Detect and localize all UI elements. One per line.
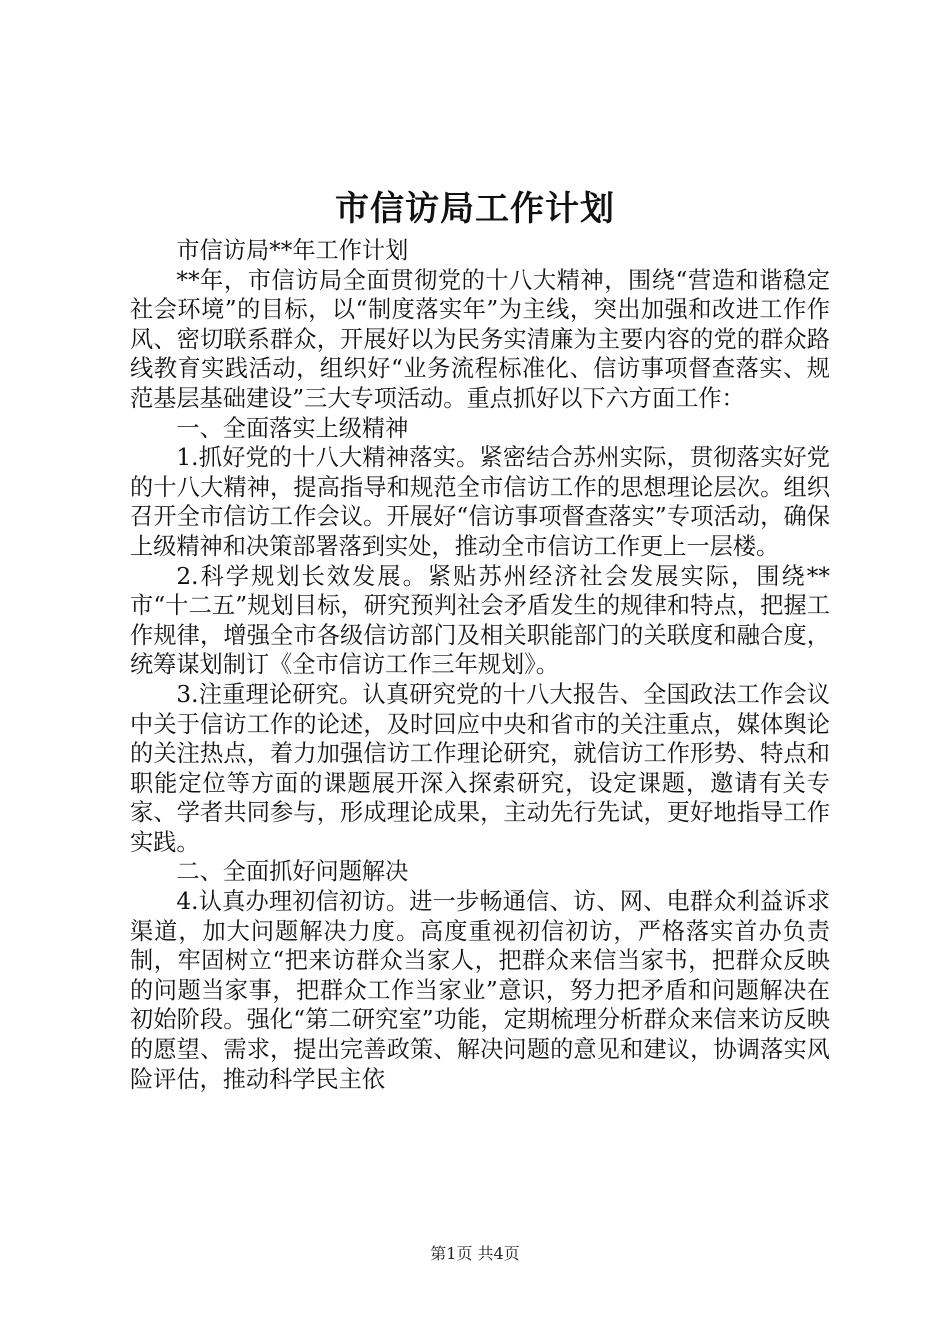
paragraph-item-3: 3.注重理论研究。认真研究党的十八大报告、全国政法工作会议中关于信访工作的论述，及时回应中央和省市的关注重点，媒体舆论的关注热点，着力加强信访工作理论研究，就信访工作形势、特点和职能定位等方面的课题展开深入探索研究，设定课题，邀请有关专家、学者共同参与，形成理论成果，主动先行先试，更好地指导工作实践。 [130, 680, 830, 856]
document-title: 市信访局工作计划 [335, 189, 615, 229]
document-body [130, 236, 830, 1094]
paragraph-item-4: 4.认真办理初信初访。进一步畅通信、访、网、电群众利益诉求渠道，加大问题解决力度。高度重视初信初访，严格落实首办负责制，牢固树立“把来访群众当家人，把群众来信当家书，把群众反映的问题当家事，把群众工作当家业”意识，努力把矛盾和问题解决在初始阶段。强化“第二研究室”功能，定期梳理分析群众来信来访反映的愿望、需求，提出完善政策、解决问题的意见和建议，协调落实风险评估，推动科学民主依 [130, 888, 830, 1093]
paragraph-intro: **年，市信访局全面贯彻党的十八大精神，围绕“营造和谐稳定社会环境”的目标，以“制度落实年”为主线，突出加强和改进工作作风、密切联系群众，开展好以为民务实清廉为主要内容的党的群众路线教育实践活动，组织好“业务流程标准化、信访事项督查落实、规范基层基础建设”三大专项活动。重点抓好以下六方面工作： [130, 266, 830, 412]
paragraph-item-1: 1.抓好党的十八大精神落实。紧密结合苏州实际，贯彻落实好党的十八大精神，提高指导和规范全市信访工作的思想理论层次。组织召开全市信访工作会议。开展好“信访事项督查落实”专项活动，确保上级精神和决策部署落到实处，推动全市信访工作更上一层楼。 [130, 444, 830, 560]
page-number-footer: 第1页 共4页 [430, 1244, 520, 1263]
section-heading-2: 二、全面抓好问题解决 [176, 858, 409, 886]
paragraph-plan-heading: 市信访局**年工作计划 [176, 237, 409, 264]
section-heading-1: 一、全面落实上级精神 [176, 414, 409, 442]
paragraph-item-2: 2.科学规划长效发展。紧贴苏州经济社会发展实际，围绕**市“十二五”规划目标，研究预判社会矛盾发生的规律和特点，把握工作规律，增强全市各级信访部门及相关职能部门的关联度和融合度，统筹谋划制订《全市信访工作三年规划》。 [130, 562, 830, 679]
